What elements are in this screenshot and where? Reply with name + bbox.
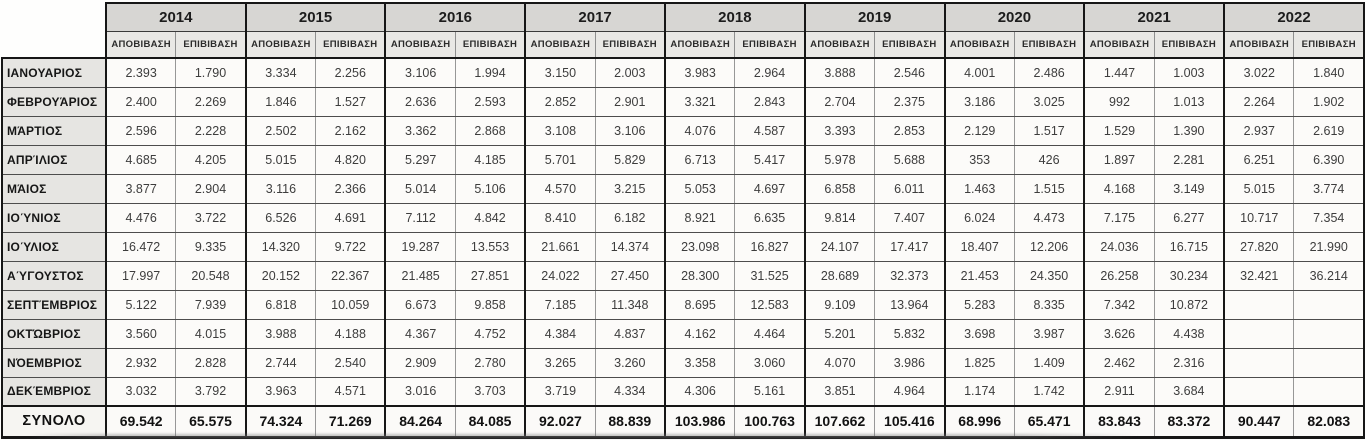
- data-cell: 13.964: [875, 290, 945, 319]
- month-row: [2, 116, 1364, 145]
- data-cell: 1.825: [945, 348, 1015, 377]
- month-label: ΙΟΎΝΙΟΣ: [2, 203, 106, 232]
- data-cell: 2.937: [1224, 116, 1294, 145]
- data-cell: 8.921: [665, 203, 735, 232]
- total-label: ΣΥΝΟΛΟ: [2, 406, 106, 437]
- subheader-embark-2014: ΕΠΙΒΙΒΑΣΗ: [176, 31, 246, 58]
- data-cell: 3.016: [385, 377, 455, 406]
- subheader-disembark-2021: ΑΠΟΒΙΒΑΣΗ: [1084, 31, 1154, 58]
- data-cell: 5.832: [875, 319, 945, 348]
- data-cell: 1.902: [1294, 87, 1364, 116]
- data-cell: 6.024: [945, 203, 1015, 232]
- data-cell: 6.390: [1294, 145, 1364, 174]
- data-cell: 3.698: [945, 319, 1015, 348]
- subheader-disembark-2019: ΑΠΟΒΙΒΑΣΗ: [805, 31, 875, 58]
- data-cell: [1294, 319, 1364, 348]
- year-header-2020: 2020: [945, 3, 1085, 31]
- data-cell: 3.321: [665, 87, 735, 116]
- year-header-2014: 2014: [106, 3, 246, 31]
- month-label: ΟΚΤΏΒΡΙΟΣ: [2, 319, 106, 348]
- month-row: [2, 145, 1364, 174]
- data-cell: 3.877: [106, 174, 176, 203]
- total-cell: 83.372: [1154, 406, 1224, 437]
- total-cell: 83.843: [1084, 406, 1154, 437]
- data-cell: 7.407: [875, 203, 945, 232]
- data-cell: 3.334: [246, 58, 316, 87]
- subheader-embark-2021: ΕΠΙΒΙΒΑΣΗ: [1154, 31, 1224, 58]
- year-header-2016: 2016: [385, 3, 525, 31]
- data-cell: 3.149: [1154, 174, 1224, 203]
- month-row: [2, 348, 1364, 377]
- total-cell: 74.324: [246, 406, 316, 437]
- data-cell: 27.851: [455, 261, 525, 290]
- data-cell: 3.792: [176, 377, 246, 406]
- data-cell: 3.719: [525, 377, 595, 406]
- total-cell: 68.996: [945, 406, 1015, 437]
- data-cell: 2.852: [525, 87, 595, 116]
- data-cell: 13.553: [455, 232, 525, 261]
- data-cell: 4.185: [455, 145, 525, 174]
- data-cell: 2.269: [176, 87, 246, 116]
- data-cell: 1.390: [1154, 116, 1224, 145]
- data-cell: 14.320: [246, 232, 316, 261]
- data-cell: 4.076: [665, 116, 735, 145]
- data-cell: 8.695: [665, 290, 735, 319]
- data-cell: 21.661: [525, 232, 595, 261]
- data-cell: 1.994: [455, 58, 525, 87]
- data-cell: 2.256: [316, 58, 386, 87]
- data-cell: 4.570: [525, 174, 595, 203]
- data-cell: 2.546: [875, 58, 945, 87]
- data-cell: 4.691: [316, 203, 386, 232]
- subheader-embark-2019: ΕΠΙΒΙΒΑΣΗ: [875, 31, 945, 58]
- total-cell: 107.662: [805, 406, 875, 437]
- data-cell: 21.485: [385, 261, 455, 290]
- data-cell: [1294, 290, 1364, 319]
- data-cell: 16.827: [735, 232, 805, 261]
- data-cell: 3.106: [595, 116, 665, 145]
- data-cell: 6.635: [735, 203, 805, 232]
- data-cell: 31.525: [735, 261, 805, 290]
- data-cell: 7.185: [525, 290, 595, 319]
- data-cell: 2.911: [1084, 377, 1154, 406]
- data-cell: 3.116: [246, 174, 316, 203]
- data-cell: 5.829: [595, 145, 665, 174]
- data-cell: 20.548: [176, 261, 246, 290]
- table-header: [2, 3, 1364, 58]
- data-cell: 2.540: [316, 348, 386, 377]
- data-cell: 2.964: [735, 58, 805, 87]
- subheader-embark-2015: ΕΠΙΒΙΒΑΣΗ: [316, 31, 386, 58]
- data-cell: 7.112: [385, 203, 455, 232]
- subheader-disembark-2017: ΑΠΟΒΙΒΑΣΗ: [525, 31, 595, 58]
- data-cell: 2.502: [246, 116, 316, 145]
- year-header-2019: 2019: [805, 3, 945, 31]
- month-row: [2, 174, 1364, 203]
- data-cell: 10.717: [1224, 203, 1294, 232]
- data-cell: 21.990: [1294, 232, 1364, 261]
- data-cell: 7.354: [1294, 203, 1364, 232]
- data-cell: 3.393: [805, 116, 875, 145]
- data-cell: 2.828: [176, 348, 246, 377]
- data-cell: 27.450: [595, 261, 665, 290]
- data-cell: 24.036: [1084, 232, 1154, 261]
- data-cell: 10.872: [1154, 290, 1224, 319]
- data-cell: 1.013: [1154, 87, 1224, 116]
- data-cell: 2.486: [1014, 58, 1084, 87]
- subheader-disembark-2020: ΑΠΟΒΙΒΑΣΗ: [945, 31, 1015, 58]
- corner-cell: [2, 3, 106, 58]
- data-cell: 36.214: [1294, 261, 1364, 290]
- data-cell: 23.098: [665, 232, 735, 261]
- subheader-embark-2020: ΕΠΙΒΙΒΑΣΗ: [1014, 31, 1084, 58]
- data-cell: 2.932: [106, 348, 176, 377]
- data-cell: 9.814: [805, 203, 875, 232]
- data-cell: 5.014: [385, 174, 455, 203]
- subheader-embark-2018: ΕΠΙΒΙΒΑΣΗ: [735, 31, 805, 58]
- data-cell: 3.888: [805, 58, 875, 87]
- data-cell: 32.373: [875, 261, 945, 290]
- data-cell: 3.722: [176, 203, 246, 232]
- data-cell: 3.106: [385, 58, 455, 87]
- data-cell: 6.182: [595, 203, 665, 232]
- month-label: ΑΠΡΊΛΙΟΣ: [2, 145, 106, 174]
- data-cell: 3.774: [1294, 174, 1364, 203]
- data-cell: 3.703: [455, 377, 525, 406]
- data-cell: 5.201: [805, 319, 875, 348]
- data-cell: 3.022: [1224, 58, 1294, 87]
- data-cell: 5.015: [246, 145, 316, 174]
- total-cell: 88.839: [595, 406, 665, 437]
- data-cell: 3.032: [106, 377, 176, 406]
- data-cell: 5.701: [525, 145, 595, 174]
- data-cell: 2.366: [316, 174, 386, 203]
- data-cell: 2.281: [1154, 145, 1224, 174]
- subheader-disembark-2015: ΑΠΟΒΙΒΑΣΗ: [246, 31, 316, 58]
- data-cell: 1.790: [176, 58, 246, 87]
- data-cell: 5.978: [805, 145, 875, 174]
- data-cell: 7.342: [1084, 290, 1154, 319]
- data-cell: 12.206: [1014, 232, 1084, 261]
- data-cell: 5.122: [106, 290, 176, 319]
- data-cell: 1.003: [1154, 58, 1224, 87]
- month-row: [2, 203, 1364, 232]
- total-cell: 69.542: [106, 406, 176, 437]
- data-cell: 3.060: [735, 348, 805, 377]
- data-cell: 6.251: [1224, 145, 1294, 174]
- data-cell: 3.983: [665, 58, 735, 87]
- data-cell: 4.571: [316, 377, 386, 406]
- total-cell: 100.763: [735, 406, 805, 437]
- data-cell: 6.277: [1154, 203, 1224, 232]
- data-cell: [1294, 348, 1364, 377]
- data-cell: 3.260: [595, 348, 665, 377]
- month-label: ΝΌΕΜΒΡΙΟΣ: [2, 348, 106, 377]
- data-cell: 14.374: [595, 232, 665, 261]
- data-cell: 4.476: [106, 203, 176, 232]
- year-header-2021: 2021: [1084, 3, 1224, 31]
- data-cell: 8.410: [525, 203, 595, 232]
- data-cell: 17.417: [875, 232, 945, 261]
- subheader-embark-2017: ΕΠΙΒΙΒΑΣΗ: [595, 31, 665, 58]
- total-cell: 92.027: [525, 406, 595, 437]
- data-cell: 4.473: [1014, 203, 1084, 232]
- data-cell: 426: [1014, 145, 1084, 174]
- data-cell: 1.463: [945, 174, 1015, 203]
- year-header-2015: 2015: [246, 3, 386, 31]
- data-cell: 2.596: [106, 116, 176, 145]
- data-cell: [1224, 377, 1294, 406]
- data-cell: 3.987: [1014, 319, 1084, 348]
- data-cell: [1224, 319, 1294, 348]
- table-body: [2, 58, 1364, 437]
- data-cell: 2.400: [106, 87, 176, 116]
- data-cell: 992: [1084, 87, 1154, 116]
- total-cell: 84.085: [455, 406, 525, 437]
- data-cell: 9.109: [805, 290, 875, 319]
- data-cell: 2.162: [316, 116, 386, 145]
- data-cell: 7.175: [1084, 203, 1154, 232]
- month-label: ΦΕΒΡΟΥΆΡΙΟΣ: [2, 87, 106, 116]
- data-cell: 24.022: [525, 261, 595, 290]
- data-cell: 4.001: [945, 58, 1015, 87]
- data-cell: 6.011: [875, 174, 945, 203]
- data-cell: 22.367: [316, 261, 386, 290]
- data-cell: 3.150: [525, 58, 595, 87]
- data-cell: 10.059: [316, 290, 386, 319]
- data-cell: 4.752: [455, 319, 525, 348]
- data-cell: 4.842: [455, 203, 525, 232]
- total-cell: 103.986: [665, 406, 735, 437]
- data-cell: 1.742: [1014, 377, 1084, 406]
- month-row: [2, 58, 1364, 87]
- data-cell: 9.335: [176, 232, 246, 261]
- data-cell: 4.820: [316, 145, 386, 174]
- data-cell: 4.697: [735, 174, 805, 203]
- subheader-embark-2022: ΕΠΙΒΙΒΑΣΗ: [1294, 31, 1364, 58]
- data-cell: 2.904: [176, 174, 246, 203]
- data-cell: 4.384: [525, 319, 595, 348]
- data-cell: 27.820: [1224, 232, 1294, 261]
- data-cell: 26.258: [1084, 261, 1154, 290]
- data-cell: 4.367: [385, 319, 455, 348]
- data-cell: 5.161: [735, 377, 805, 406]
- data-cell: 4.306: [665, 377, 735, 406]
- month-row: [2, 290, 1364, 319]
- data-cell: 4.070: [805, 348, 875, 377]
- data-cell: 5.417: [735, 145, 805, 174]
- data-cell: 5.106: [455, 174, 525, 203]
- data-cell: 12.583: [735, 290, 805, 319]
- data-cell: 4.162: [665, 319, 735, 348]
- data-cell: 2.228: [176, 116, 246, 145]
- total-cell: 65.471: [1014, 406, 1084, 437]
- data-cell: 2.593: [455, 87, 525, 116]
- data-cell: 4.205: [176, 145, 246, 174]
- data-cell: 2.901: [595, 87, 665, 116]
- data-cell: 4.438: [1154, 319, 1224, 348]
- month-row: [2, 87, 1364, 116]
- data-cell: 2.316: [1154, 348, 1224, 377]
- month-row: [2, 232, 1364, 261]
- data-cell: 2.868: [455, 116, 525, 145]
- data-cell: 9.722: [316, 232, 386, 261]
- data-cell: 3.626: [1084, 319, 1154, 348]
- subheader-disembark-2018: ΑΠΟΒΙΒΑΣΗ: [665, 31, 735, 58]
- data-cell: 30.234: [1154, 261, 1224, 290]
- month-label: ΣΕΠΤΈΜΒΡΙΟΣ: [2, 290, 106, 319]
- data-cell: 2.462: [1084, 348, 1154, 377]
- data-cell: 2.853: [875, 116, 945, 145]
- month-label: ΑΎΓΟΥΣΤΟΣ: [2, 261, 106, 290]
- data-cell: 11.348: [595, 290, 665, 319]
- total-cell: 84.264: [385, 406, 455, 437]
- data-cell: [1294, 377, 1364, 406]
- data-cell: 1.527: [316, 87, 386, 116]
- data-cell: 28.300: [665, 261, 735, 290]
- data-cell: 5.688: [875, 145, 945, 174]
- subheader-embark-2016: ΕΠΙΒΙΒΑΣΗ: [455, 31, 525, 58]
- total-cell: 90.447: [1224, 406, 1294, 437]
- data-cell: 16.715: [1154, 232, 1224, 261]
- data-cell: 4.587: [735, 116, 805, 145]
- data-cell: 3.986: [875, 348, 945, 377]
- data-cell: 8.335: [1014, 290, 1084, 319]
- data-cell: 4.837: [595, 319, 665, 348]
- data-cell: 3.215: [595, 174, 665, 203]
- data-cell: 19.287: [385, 232, 455, 261]
- data-cell: 1.447: [1084, 58, 1154, 87]
- data-cell: 3.025: [1014, 87, 1084, 116]
- data-cell: 6.858: [805, 174, 875, 203]
- data-cell: 6.818: [246, 290, 316, 319]
- data-cell: 4.685: [106, 145, 176, 174]
- data-cell: 5.283: [945, 290, 1015, 319]
- year-header-2017: 2017: [525, 3, 665, 31]
- data-cell: 2.264: [1224, 87, 1294, 116]
- data-cell: 18.407: [945, 232, 1015, 261]
- total-cell: 105.416: [875, 406, 945, 437]
- data-cell: 24.350: [1014, 261, 1084, 290]
- data-cell: 5.053: [665, 174, 735, 203]
- data-cell: 6.713: [665, 145, 735, 174]
- data-cell: 5.297: [385, 145, 455, 174]
- total-cell: 82.083: [1294, 406, 1364, 437]
- data-cell: 2.129: [945, 116, 1015, 145]
- month-label: ΜΆΡΤΙΟΣ: [2, 116, 106, 145]
- data-cell: 24.107: [805, 232, 875, 261]
- month-label: ΜΆΙΟΣ: [2, 174, 106, 203]
- data-cell: 1.897: [1084, 145, 1154, 174]
- data-cell: 3.851: [805, 377, 875, 406]
- data-cell: 2.375: [875, 87, 945, 116]
- total-cell: 65.575: [176, 406, 246, 437]
- data-cell: 4.188: [316, 319, 386, 348]
- subheader-disembark-2022: ΑΠΟΒΙΒΑΣΗ: [1224, 31, 1294, 58]
- data-cell: 3.265: [525, 348, 595, 377]
- data-cell: 7.939: [176, 290, 246, 319]
- data-cell: 2.744: [246, 348, 316, 377]
- data-cell: 1.517: [1014, 116, 1084, 145]
- data-cell: 1.174: [945, 377, 1015, 406]
- data-cell: 4.168: [1084, 174, 1154, 203]
- data-cell: 1.840: [1294, 58, 1364, 87]
- month-label: ΙΟΎΛΙΟΣ: [2, 232, 106, 261]
- passenger-statistics-table: [1, 2, 1365, 439]
- data-cell: 1.529: [1084, 116, 1154, 145]
- data-cell: 4.964: [875, 377, 945, 406]
- data-cell: 2.636: [385, 87, 455, 116]
- data-cell: 32.421: [1224, 261, 1294, 290]
- data-cell: 3.684: [1154, 377, 1224, 406]
- data-cell: 2.619: [1294, 116, 1364, 145]
- data-cell: 2.393: [106, 58, 176, 87]
- data-cell: 9.858: [455, 290, 525, 319]
- subheader-disembark-2014: ΑΠΟΒΙΒΑΣΗ: [106, 31, 176, 58]
- data-cell: [1224, 348, 1294, 377]
- month-label: ΔΕΚΈΜΒΡΙΟΣ: [2, 377, 106, 406]
- data-cell: 2.909: [385, 348, 455, 377]
- month-row: [2, 377, 1364, 406]
- month-row: [2, 319, 1364, 348]
- year-header-2022: 2022: [1224, 3, 1364, 31]
- year-header-2018: 2018: [665, 3, 805, 31]
- data-cell: 1.515: [1014, 174, 1084, 203]
- data-cell: 2.780: [455, 348, 525, 377]
- data-cell: 3.963: [246, 377, 316, 406]
- data-cell: 4.464: [735, 319, 805, 348]
- data-cell: 3.362: [385, 116, 455, 145]
- data-cell: 1.846: [246, 87, 316, 116]
- data-cell: 6.673: [385, 290, 455, 319]
- data-cell: 6.526: [246, 203, 316, 232]
- data-cell: 28.689: [805, 261, 875, 290]
- data-cell: 3.108: [525, 116, 595, 145]
- data-cell: 5.015: [1224, 174, 1294, 203]
- data-cell: 1.409: [1014, 348, 1084, 377]
- month-row: [2, 261, 1364, 290]
- month-label: ΙΑΝΟΥΑΡΙΟΣ: [2, 58, 106, 87]
- subheader-disembark-2016: ΑΠΟΒΙΒΑΣΗ: [385, 31, 455, 58]
- scan-shadow-artifact: [28, 434, 1138, 438]
- data-cell: 3.560: [106, 319, 176, 348]
- data-cell: [1224, 290, 1294, 319]
- data-cell: 353: [945, 145, 1015, 174]
- data-cell: 3.186: [945, 87, 1015, 116]
- data-cell: 3.988: [246, 319, 316, 348]
- total-cell: 71.269: [316, 406, 386, 437]
- data-cell: 2.704: [805, 87, 875, 116]
- data-cell: 16.472: [106, 232, 176, 261]
- data-cell: 2.003: [595, 58, 665, 87]
- data-cell: 20.152: [246, 261, 316, 290]
- data-cell: 17.997: [106, 261, 176, 290]
- data-cell: 2.843: [735, 87, 805, 116]
- data-cell: 4.334: [595, 377, 665, 406]
- data-cell: 21.453: [945, 261, 1015, 290]
- total-row: [2, 406, 1364, 437]
- data-cell: 4.015: [176, 319, 246, 348]
- data-cell: 3.358: [665, 348, 735, 377]
